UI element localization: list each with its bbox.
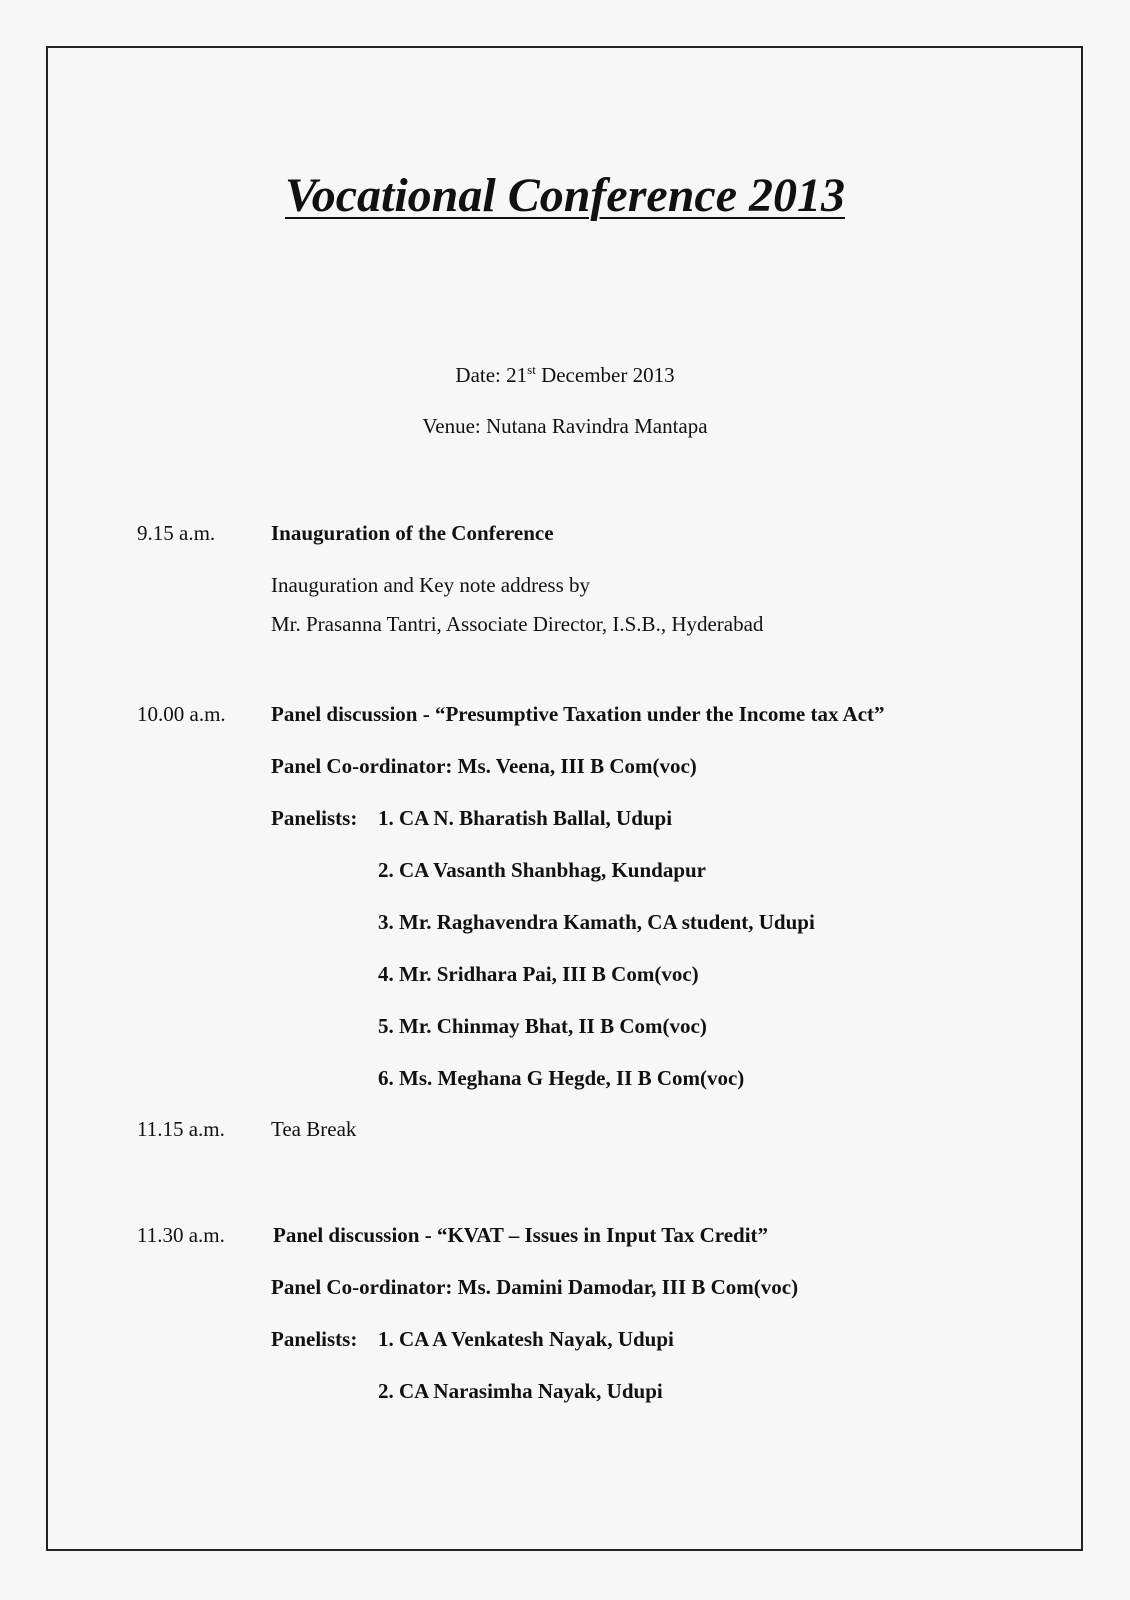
session-time: 11.15 a.m. — [137, 1117, 225, 1141]
session-time: 10.00 a.m. — [137, 702, 226, 726]
page-title: Vocational Conference 2013 — [285, 169, 845, 222]
panelist: 1. CA A Venkatesh Nayak, Udupi — [378, 1327, 674, 1351]
panelist: 6. Ms. Meghana G Hegde, II B Com(voc) — [378, 1066, 745, 1090]
event-venue: Venue: Nutana Ravindra Mantapa — [422, 414, 708, 438]
session-description: Inauguration and Key note address by — [271, 573, 590, 597]
panelist: 1. CA N. Bharatish Ballal, Udupi — [378, 806, 673, 830]
session-heading: Panel discussion - “Presumptive Taxation under the Income tax Act” — [271, 702, 885, 726]
panelists-label: Panelists: — [271, 806, 358, 830]
page-border — [46, 46, 1083, 1551]
session-heading: Tea Break — [271, 1117, 357, 1141]
session-time: 9.15 a.m. — [137, 521, 216, 545]
panelist: 4. Mr. Sridhara Pai, III B Com(voc) — [378, 962, 699, 986]
panelist: 5. Mr. Chinmay Bhat, II B Com(voc) — [378, 1014, 707, 1038]
session-heading: Inauguration of the Conference — [271, 521, 554, 545]
panelist: 2. CA Vasanth Shanbhag, Kundapur — [378, 858, 707, 882]
panel-coordinator: Panel Co-ordinator: Ms. Damini Damodar, III B Com(voc) — [271, 1275, 799, 1299]
session-time: 11.30 a.m. — [137, 1223, 225, 1247]
panelist: 2. CA Narasimha Nayak, Udupi — [378, 1379, 663, 1403]
panelist: 3. Mr. Raghavendra Kamath, CA student, Udupi — [378, 910, 815, 934]
event-date: Date: 21st December 2013 — [455, 362, 675, 387]
session-speaker: Mr. Prasanna Tantri, Associate Director, I.S.B., Hyderabad — [271, 612, 764, 636]
panelists-label: Panelists: — [271, 1327, 358, 1351]
panel-coordinator: Panel Co-ordinator: Ms. Veena, III B Com(voc) — [271, 754, 697, 778]
session-heading: Panel discussion - “KVAT – Issues in Input Tax Credit” — [273, 1223, 769, 1247]
